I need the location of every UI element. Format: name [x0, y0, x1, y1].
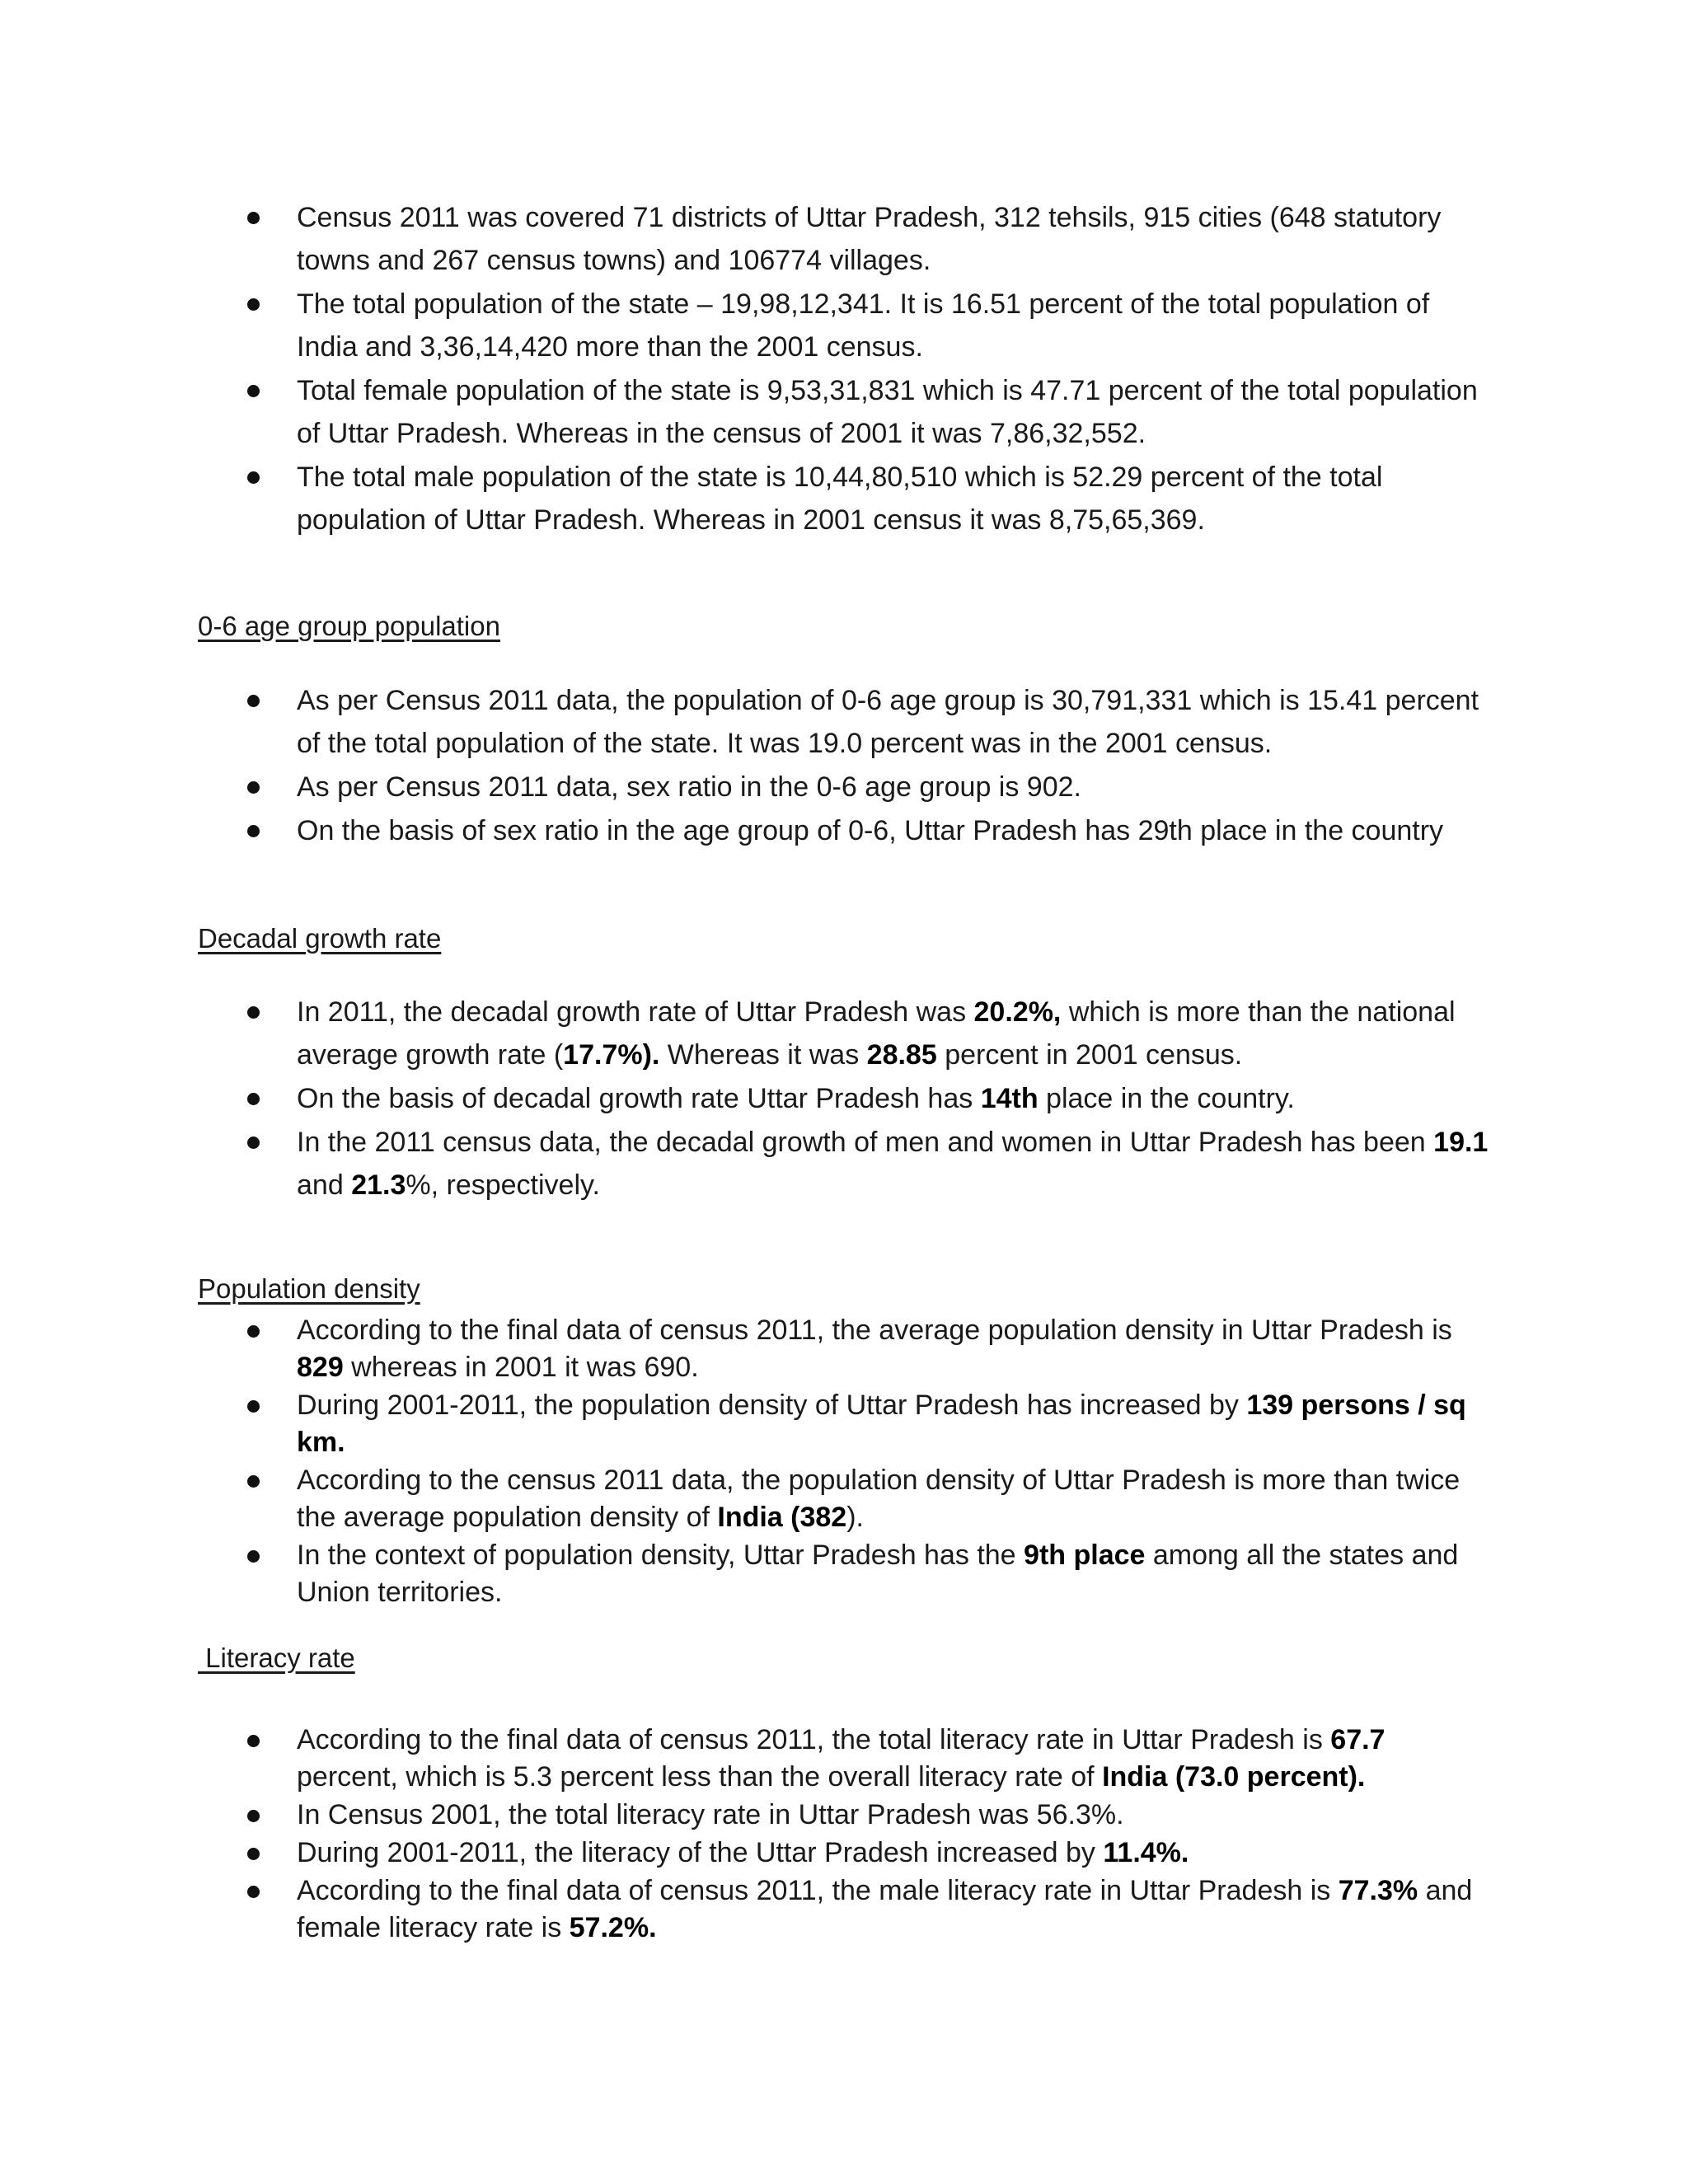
item-emphasis: 9th place — [1024, 1540, 1146, 1571]
item-text: According to the census 2011 data, the population density of Uttar Pradesh is more than twice the average population density of — [297, 1465, 1461, 1533]
item-emphasis: 67.7 — [1330, 1724, 1386, 1755]
item-text: The total male population of the state is 10,44,80,510 which is 52.29 percent of the total population of Uttar Pradesh. Whereas in 2001 census it was 8,75,65,369. — [297, 462, 1383, 536]
list-item — [0, 456, 1492, 541]
item-emphasis: 14th — [980, 1083, 1039, 1114]
bullet-icon — [247, 1400, 260, 1413]
item-emphasis: 11.4%. — [1103, 1837, 1189, 1868]
item-text: According to the final data of census 2011, the male literacy rate in Uttar Pradesh is — [297, 1875, 1339, 1906]
item-text: Whereas it was — [659, 1039, 867, 1071]
item-text: which is more than the national average growth rate ( — [297, 996, 1456, 1071]
list-item — [0, 1462, 1492, 1536]
item-emphasis: 829 — [297, 1352, 344, 1383]
bullet-icon — [247, 471, 260, 484]
item-emphasis: 28.85 — [866, 1039, 937, 1071]
bullet-icon — [247, 1475, 260, 1488]
literacy-list — [0, 1722, 1688, 1947]
item-emphasis: 77.3% — [1338, 1875, 1418, 1906]
bullet-icon — [247, 1848, 260, 1860]
bullet-icon — [247, 695, 260, 707]
list-item — [0, 991, 1492, 1076]
item-text: As per Census 2011 data, the population of 0-6 age group is 30,791,331 which is 15.41 percent of the total population of the state. It was 19.0 percent was in the 2001 census. — [297, 685, 1479, 759]
item-text: As per Census 2011 data, sex ratio in the 0-6 age group is 902. — [297, 771, 1081, 803]
item-text: In Census 2001, the total literacy rate in Uttar Pradesh was 56.3%. — [297, 1799, 1124, 1830]
bullet-icon — [247, 1093, 260, 1105]
item-emphasis: 17.7%). — [563, 1039, 660, 1071]
item-emphasis: 21.3 — [351, 1169, 406, 1201]
item-text: and — [297, 1169, 352, 1201]
item-text: In the 2011 census data, the decadal growth of men and women in Uttar Pradesh has been — [297, 1127, 1434, 1158]
list-item — [0, 1722, 1492, 1796]
item-text: %, respectively. — [406, 1169, 600, 1201]
item-text: among all the states and Union territories. — [297, 1540, 1459, 1608]
bullet-icon — [247, 1735, 260, 1747]
age-group-list — [0, 679, 1688, 853]
item-emphasis: 20.2%, — [973, 996, 1062, 1028]
item-text: Census 2011 was covered 71 districts of Uttar Pradesh, 312 tehsils, 915 cities (648 statutory towns and 267 census towns) and 106774 villages. — [297, 202, 1442, 276]
density-list — [0, 1312, 1688, 1612]
list-item — [0, 766, 1492, 808]
item-emphasis: 57.2%. — [569, 1912, 657, 1943]
bullet-icon — [247, 1137, 260, 1149]
bullet-icon — [247, 825, 260, 837]
item-text: whereas in 2001 it was 690. — [343, 1352, 699, 1383]
list-item — [0, 1835, 1492, 1872]
bullet-icon — [247, 1006, 260, 1019]
bullet-icon — [247, 1810, 260, 1822]
item-emphasis: 139 persons / sq km. — [297, 1390, 1466, 1458]
list-item — [0, 1387, 1492, 1461]
age-group-heading: 0-6 age group population — [198, 611, 500, 641]
item-text: During 2001-2011, the population density of Uttar Pradesh has increased by — [297, 1390, 1247, 1421]
list-item — [0, 369, 1492, 455]
item-text: percent, which is 5.3 percent less than the overall literacy rate of — [297, 1761, 1103, 1793]
item-text: In the context of population density, Uttar Pradesh has the — [297, 1540, 1025, 1571]
bullet-icon — [247, 1886, 260, 1898]
bullet-icon — [247, 212, 260, 224]
growth-rate-list — [0, 991, 1688, 1207]
item-text: According to the final data of census 2011, the total literacy rate in Uttar Pradesh is — [297, 1724, 1331, 1755]
list-item — [0, 1077, 1492, 1120]
item-text: ). — [846, 1502, 864, 1533]
growth-rate-heading: Decadal growth rate — [198, 923, 442, 954]
list-item — [0, 1797, 1492, 1834]
bullet-icon — [247, 1325, 260, 1338]
item-text: percent in 2001 census. — [936, 1039, 1243, 1071]
bullet-icon — [247, 298, 260, 311]
item-text: On the basis of decadal growth rate Uttar Pradesh has — [297, 1083, 981, 1114]
list-item — [0, 679, 1492, 765]
intro-list — [0, 196, 1688, 542]
list-item — [0, 1537, 1492, 1611]
bullet-icon — [247, 1550, 260, 1563]
item-text: and female literacy rate is — [297, 1875, 1473, 1943]
list-item — [0, 809, 1492, 852]
list-item — [0, 283, 1492, 368]
list-item — [0, 1872, 1492, 1947]
item-text: place in the country. — [1038, 1083, 1295, 1114]
list-item — [0, 196, 1492, 282]
item-text: Total female population of the state is 9,53,31,831 which is 47.71 percent of the total population of Uttar Pradesh. Whereas in the census of 2001 it was 7,86,32,552. — [297, 375, 1478, 449]
list-item — [0, 1312, 1492, 1386]
bullet-icon — [247, 385, 260, 397]
item-emphasis: 19.1 — [1433, 1127, 1489, 1158]
item-text: During 2001-2011, the literacy of the Uttar Pradesh increased by — [297, 1837, 1104, 1868]
density-heading: Population density — [198, 1273, 420, 1304]
item-text: In 2011, the decadal growth rate of Uttar Pradesh was — [297, 996, 974, 1028]
item-text: On the basis of sex ratio in the age group of 0-6, Uttar Pradesh has 29th place in the country — [297, 815, 1444, 846]
literacy-heading: Literacy rate — [198, 1643, 355, 1673]
item-text: According to the final data of census 2011, the average population density in Uttar Pradesh is — [297, 1315, 1452, 1346]
list-item — [0, 1121, 1492, 1207]
item-emphasis: India (73.0 percent). — [1102, 1761, 1366, 1793]
item-emphasis: India (382 — [717, 1502, 847, 1533]
item-text: The total population of the state – 19,98,12,341. It is 16.51 percent of the total population of India and 3,36,14,420 more than the 2001 census. — [297, 288, 1430, 363]
bullet-icon — [247, 781, 260, 794]
